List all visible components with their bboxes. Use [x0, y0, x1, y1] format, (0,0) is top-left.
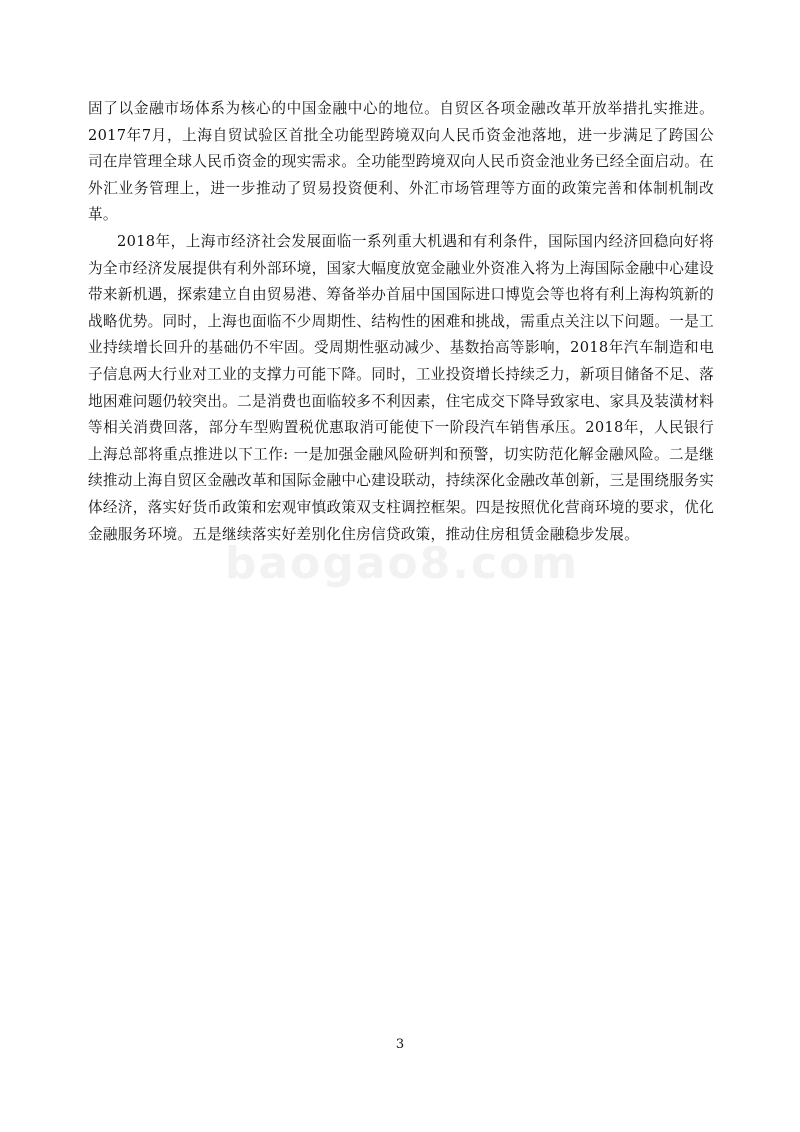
page-number: 3	[395, 1037, 405, 1052]
watermark: baogao8.com	[224, 538, 580, 589]
body-text	[88, 96, 714, 548]
paragraph-2018-outlook: 2018年，上海市经济社会发展面临一系列重大机遇和有利条件，国际国内经济回稳向好将为全市经济发展提供有利外部环境，国家大幅度放宽金融业外资准入将为上海国际金融中心建设带来新机遇，探索建立自由贸易港、筹备举办首届中国国际进口博览会等也将有利上海构筑新的战略优势。同时，上海也面临不少周期性、结构性的困难和挑战，需重点关注以下问题。一是工业持续增长回升的基础仍不牢固。受周期性驱动减少、基数抬高等影响，2018年汽车制造和电子信息两大行业对工业的支撑力可能下降。同时，工业投资增长持续乏力，新项目储备不足、落地困难问题仍较突出。二是消费也面临较多不利因素，住宅成交下降导致家电、家具及装潢材料等相关消费回落，部分车型购置税优惠取消可能使下一阶段汽车销售承压。2018年，人民银行上海总部将重点推进以下工作: 一是加强金融风险研判和预警，切实防范化解金融风险。二是继续推动上海自贸区金融改革和国际金融中心建设联动，持续深化金融改革创新，三是围绕服务实体经济，落实好货币政策和宏观审慎政策双支柱调控框架。四是按照优化营商环境的要求，优化金融服务环境。五是继续落实好差别化住房信贷政策，推动住房租赁金融稳步发展。	[88, 232, 714, 543]
paragraph-continuation: 固了以金融市场体系为核心的中国金融中心的地位。自贸区各项金融改革开放举措扎实推进。2017年7月，上海自贸试验区首批全功能型跨境双向人民币资金池落地，进一步满足了跨国公司在岸管理全球人民币资金的现实需求。全功能型跨境双向人民币资金池业务已经全面启动。在外汇业务管理上，进一步推动了贸易投资便利、外汇市场管理等方面的政策完善和体制机制改革。	[88, 100, 714, 224]
